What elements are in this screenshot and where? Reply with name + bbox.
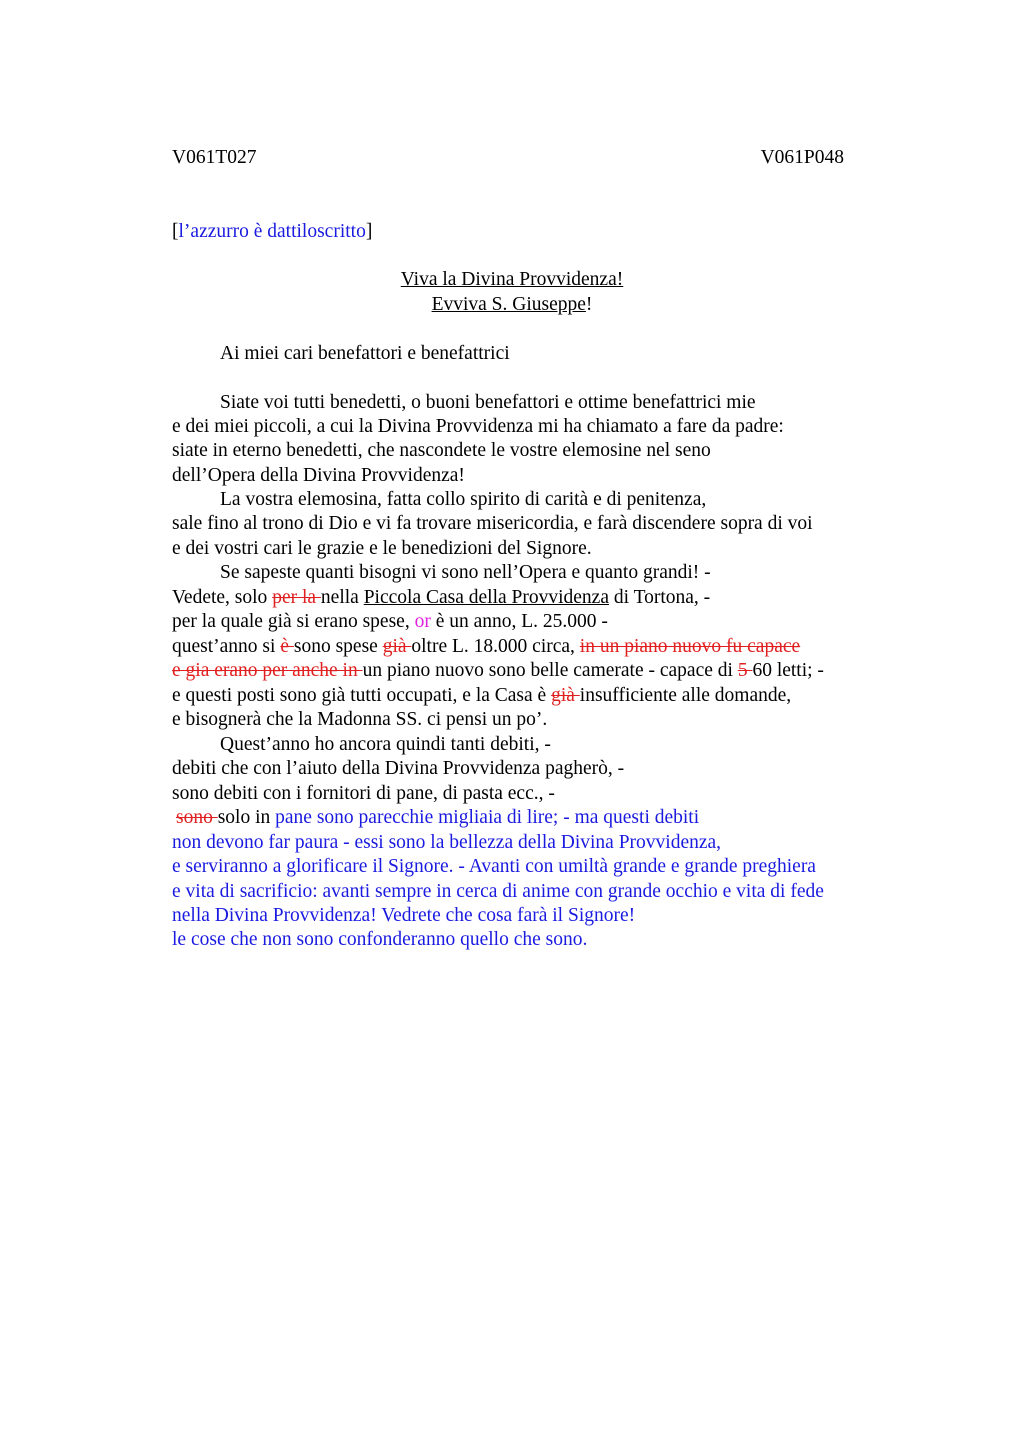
title-2-text: Evviva S. Giuseppe bbox=[431, 294, 586, 315]
deletion-span: è bbox=[280, 636, 294, 657]
body-line-12 bbox=[172, 660, 824, 682]
body-line-7: e dei vostri cari le grazie e le benedizioni del Signore. bbox=[172, 538, 592, 559]
typed-span: pane sono parecchie migliaia di lire; - ma questi debiti bbox=[275, 807, 700, 828]
editor-note bbox=[172, 221, 372, 243]
text-span: un piano nuovo sono belle camerate - capace di bbox=[362, 660, 738, 681]
body-line-14: e bisognerà che la Madonna SS. ci pensi un po’. bbox=[172, 709, 548, 730]
body-line-5: La vostra elemosina, fatta collo spirito di carità e di penitenza, bbox=[220, 489, 707, 510]
body-line-3: siate in eterno benedetti, che nascondete le vostre elemosine nel seno bbox=[172, 440, 711, 461]
deletion-span: sono bbox=[176, 807, 218, 828]
text-span: quest’anno si bbox=[172, 636, 281, 657]
body-line-2: e dei miei piccoli, a cui la Divina Provvidenza mi ha chiamato a fare da padre: bbox=[172, 416, 784, 437]
body-line-8: Se sapeste quanti bisogni vi sono nell’Opera e quanto grandi! - bbox=[220, 562, 711, 583]
body-line-21: e vita di sacrificio: avanti sempre in cerca di anime con grande occhio e vita di fede bbox=[172, 881, 824, 902]
editor-note-close: ] bbox=[365, 221, 373, 242]
deletion-span: in un piano nuovo fu capace bbox=[579, 636, 801, 657]
text-span: è un anno, L. 25.000 - bbox=[430, 611, 608, 632]
text-span: oltre L. 18.000 circa, bbox=[411, 636, 580, 657]
text-span: sono spese bbox=[293, 636, 383, 657]
title-1-text: Viva la Divina Provvidenza! bbox=[400, 269, 624, 290]
body-line-6: sale fino al trono di Dio e vi fa trovare misericordia, e farà discendere sopra di voi bbox=[172, 513, 813, 534]
body-line-9 bbox=[172, 587, 710, 609]
body-line-4: dell’Opera della Divina Provvidenza! bbox=[172, 465, 465, 486]
body-line-16: debiti che con l’aiuto della Divina Provvidenza pagherò, - bbox=[172, 758, 625, 779]
document-code-left: V061T027 bbox=[172, 147, 257, 168]
title-2-tail: ! bbox=[585, 294, 593, 315]
text-span: solo in bbox=[217, 807, 276, 828]
body-line-17: sono debiti con i fornitori di pane, di pasta ecc., - bbox=[172, 783, 555, 804]
title-line-1 bbox=[0, 269, 1024, 291]
body-line-22: nella Divina Provvidenza! Vedrete che cosa farà il Signore! bbox=[172, 905, 636, 926]
text-span: nella bbox=[320, 587, 364, 608]
title-line-2 bbox=[0, 294, 1024, 316]
editor-note-open: [ bbox=[172, 221, 179, 242]
text-span: 60 letti; - bbox=[752, 660, 824, 681]
body-line-18 bbox=[176, 807, 699, 829]
body-line-1: Siate voi tutti benedetti, o buoni benefattori e ottime benefattrici mie bbox=[220, 392, 756, 413]
body-line-20: e serviranno a glorificare il Signore. - Avanti con umiltà grande e grande preghiera bbox=[172, 856, 816, 877]
text-span: per la quale già si erano spese, bbox=[172, 611, 415, 632]
body-line-13 bbox=[172, 685, 791, 707]
underlined-span: Piccola Casa della Provvidenza bbox=[363, 587, 609, 608]
body-line-23: le cose che non sono confonderanno quello che sono. bbox=[172, 929, 588, 950]
deletion-span: già bbox=[382, 636, 412, 657]
deletion-span: e gia erano per anche in bbox=[172, 660, 363, 681]
deletion-span: 5 bbox=[737, 660, 753, 681]
salutation: Ai miei cari benefattori e benefattrici bbox=[220, 343, 510, 364]
body-line-19: non devono far paura - essi sono la bellezza della Divina Provvidenza, bbox=[172, 832, 722, 853]
body-line-11 bbox=[172, 636, 800, 658]
insertion-span: or bbox=[414, 611, 431, 632]
body-line-10 bbox=[172, 611, 608, 633]
document-code-right: V061P048 bbox=[760, 147, 844, 168]
text-span: Vedete, solo bbox=[172, 587, 273, 608]
deletion-span: per la bbox=[272, 587, 321, 608]
body-line-15: Quest’anno ho ancora quindi tanti debiti, - bbox=[220, 734, 551, 755]
editor-note-text: l’azzurro è dattiloscritto bbox=[178, 221, 366, 242]
text-span: insufficiente alle domande, bbox=[579, 685, 792, 706]
deletion-span: già bbox=[551, 685, 580, 706]
text-span: di Tortona, - bbox=[609, 587, 711, 608]
text-span: e questi posti sono già tutti occupati, e la Casa è bbox=[172, 685, 552, 706]
